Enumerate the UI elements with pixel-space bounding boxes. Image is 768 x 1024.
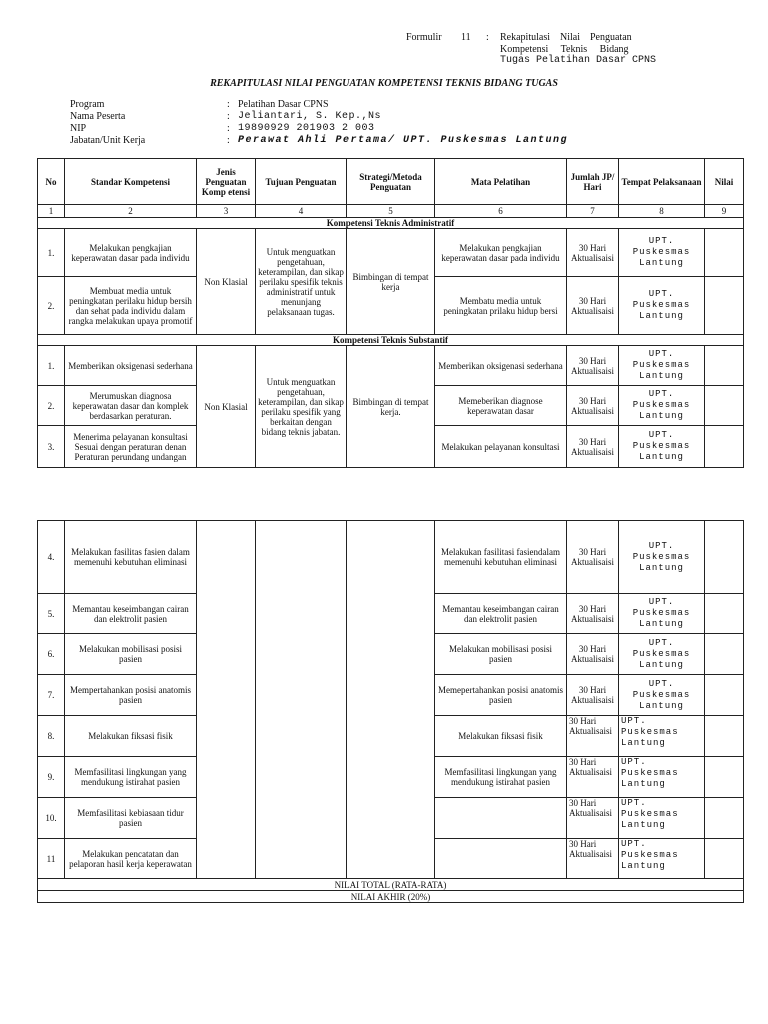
formulir-label: Formulir: [406, 32, 442, 43]
table-row: [38, 229, 744, 277]
header-nilai: Nilai: [705, 159, 744, 205]
total-row: [38, 879, 744, 891]
info-label: NIP: [70, 123, 87, 134]
row-jumlah: 30 Hari Aktualisaisi: [567, 594, 619, 634]
row-nilai: [705, 716, 744, 757]
row-standar: Memantau keseimbangan cairan dan elektrolit pasien: [65, 594, 197, 634]
row-tujuan: Untuk menguatkan pengetahuan, keterampilan, dan sikap perilaku spesifik yang berkaitan dengan bidang teknis jabatan.: [256, 346, 347, 468]
row-nilai: [705, 229, 744, 277]
info-label: Nama Peserta: [70, 111, 126, 122]
row-no: 9.: [38, 757, 65, 798]
nilai-total-label: NILAI TOTAL (RATA-RATA): [38, 879, 744, 891]
row-jumlah: 30 Hari Aktualisaisi: [567, 229, 619, 277]
col-number: 8: [619, 205, 705, 218]
row-nilai: [705, 521, 744, 594]
row-no: 8.: [38, 716, 65, 757]
row-standar: Mempertahankan posisi anatomis pasien: [65, 675, 197, 716]
info-value: Jeliantari, S. Kep.,Ns: [238, 111, 382, 122]
row-tempat: UPT. Puskesmas Lantung: [619, 277, 705, 335]
row-mata: Memfasilitasi lingkungan yang mendukung istirahat pasien: [435, 757, 567, 798]
row-jumlah: 30 Hari Aktualisaisi: [567, 634, 619, 675]
row-no: 10.: [38, 798, 65, 839]
row-jenis-empty: [197, 521, 256, 879]
table-row: [38, 521, 744, 594]
col-number: 1: [38, 205, 65, 218]
header-standar: Standar Kompetensi: [65, 159, 197, 205]
row-tempat: UPT. Puskesmas Lantung: [619, 386, 705, 426]
row-jenis: Non Klasial: [197, 346, 256, 468]
row-jumlah: 30 Hari Aktualisaisi: [567, 426, 619, 468]
competency-table-part2: [37, 520, 744, 903]
section-heading-row: [38, 218, 744, 229]
row-no: 7.: [38, 675, 65, 716]
section-heading-row: [38, 335, 744, 346]
row-jumlah: 30 Hari Aktualisaisi: [567, 277, 619, 335]
info-label: Jabatan/Unit Kerja: [70, 135, 146, 146]
section-title-administratif: Kompetensi Teknis Administratif: [38, 218, 744, 229]
row-jumlah: 30 Hari Aktualisaisi: [567, 346, 619, 386]
formulir-colon: :: [486, 32, 489, 43]
row-tempat: UPT. Puskesmas Lantung: [619, 521, 705, 594]
row-tujuan: Untuk menguatkan pengetahuan, keterampilan, dan sikap perilaku spesifik teknis administratif untuk menunjang pelaksanaan tugas.: [256, 229, 347, 335]
row-nilai: [705, 426, 744, 468]
row-jumlah: 30 Hari Aktualisaisi: [567, 386, 619, 426]
col-number: 5: [347, 205, 435, 218]
info-label: Program: [70, 99, 105, 110]
row-jumlah: 30 Hari Aktualisaisi: [567, 839, 619, 879]
col-number: 7: [567, 205, 619, 218]
row-mata: Melakukan fiksasi fisik: [435, 716, 567, 757]
row-no: 4.: [38, 521, 65, 594]
row-strategi: Bimbingan di tempat kerja: [347, 229, 435, 335]
info-colon: :: [227, 111, 230, 122]
col-number: 2: [65, 205, 197, 218]
row-tempat: UPT. Puskesmas Lantung: [619, 757, 705, 798]
row-standar: Memberikan oksigenasi sederhana: [65, 346, 197, 386]
info-colon: :: [227, 135, 230, 146]
row-no: 1.: [38, 229, 65, 277]
header-strategi: Strategi/Metoda Penguatan: [347, 159, 435, 205]
row-mata: Membatu media untuk peningkatan prilaku hidup bersi: [435, 277, 567, 335]
formulir-number: 11: [461, 32, 471, 43]
formulir-title-line3: Tugas Pelatihan Dasar CPNS: [500, 55, 657, 66]
col-number: 9: [705, 205, 744, 218]
row-jumlah: 30 Hari Aktualisaisi: [567, 521, 619, 594]
row-tempat: UPT. Puskesmas Lantung: [619, 839, 705, 879]
document-title: REKAPITULASI NILAI PENGUATAN KOMPETENSI TEKNIS BIDANG TUGAS: [210, 78, 558, 89]
nilai-akhir-label: NILAI AKHIR (20%): [38, 891, 744, 903]
row-jenis: Non Klasial: [197, 229, 256, 335]
info-value: Perawat Ahli Pertama/ UPT. Puskesmas Lantung: [238, 135, 569, 146]
row-mata: [435, 839, 567, 879]
row-no: 5.: [38, 594, 65, 634]
row-mata: Melakukan pelayanan konsultasi: [435, 426, 567, 468]
row-jumlah: 30 Hari Aktualisaisi: [567, 798, 619, 839]
info-colon: :: [227, 99, 230, 110]
header-tempat: Tempat Pelaksanaan: [619, 159, 705, 205]
header-jumlah: Jumlah JP/ Hari: [567, 159, 619, 205]
row-mata: [435, 798, 567, 839]
formulir-title-line2: Kompetensi Teknis Bidang: [500, 44, 629, 55]
row-nilai: [705, 386, 744, 426]
row-tempat: UPT. Puskesmas Lantung: [619, 798, 705, 839]
row-tempat: UPT. Puskesmas Lantung: [619, 229, 705, 277]
row-standar: Membuat media untuk peningkatan perilaku hidup bersih dan sehat pada individu dalam rangka melakukan upaya promotif: [65, 277, 197, 335]
row-jumlah: 30 Hari Aktualisaisi: [567, 757, 619, 798]
formulir-title-line1: Rekapitulasi Nilai Penguatan: [500, 32, 632, 43]
row-no: 11: [38, 839, 65, 879]
col-number: 4: [256, 205, 347, 218]
row-standar: Melakukan pencatatan dan pelaporan hasil kerja keperawatan: [65, 839, 197, 879]
row-tempat: UPT. Puskesmas Lantung: [619, 594, 705, 634]
row-mata: Memantau keseimbangan cairan dan elektrolit pasien: [435, 594, 567, 634]
row-no: 6.: [38, 634, 65, 675]
row-nilai: [705, 594, 744, 634]
row-standar: Melakukan fasilitas fasien dalam memenuhi kebutuhan eliminasi: [65, 521, 197, 594]
col-number: 6: [435, 205, 567, 218]
header-no: No: [38, 159, 65, 205]
header-jenis: Jenis Penguatan Komp etensi: [197, 159, 256, 205]
section-title-substantif: Kompetensi Teknis Substantif: [38, 335, 744, 346]
row-tujuan-empty: [256, 521, 347, 879]
row-mata: Melakukan pengkajian keperawatan dasar pada individu: [435, 229, 567, 277]
row-nilai: [705, 277, 744, 335]
row-nilai: [705, 798, 744, 839]
row-standar: Merumuskan diagnosa keperawatan dasar dan komplek berdasarkan peraturan.: [65, 386, 197, 426]
info-value: 19890929 201903 2 003: [238, 123, 375, 134]
row-standar: Melakukan mobilisasi posisi pasien: [65, 634, 197, 675]
row-nilai: [705, 675, 744, 716]
row-nilai: [705, 757, 744, 798]
row-tempat: UPT. Puskesmas Lantung: [619, 716, 705, 757]
row-tempat: UPT. Puskesmas Lantung: [619, 426, 705, 468]
competency-table-part1: [37, 158, 744, 468]
row-tempat: UPT. Puskesmas Lantung: [619, 346, 705, 386]
row-strategi: Bimbingan di tempat kerja.: [347, 346, 435, 468]
header-mata: Mata Pelatihan: [435, 159, 567, 205]
row-no: 3.: [38, 426, 65, 468]
row-mata: Melakukan mobilisasi posisi pasien: [435, 634, 567, 675]
row-standar: Melakukan fiksasi fisik: [65, 716, 197, 757]
col-number: 3: [197, 205, 256, 218]
row-jumlah: 30 Hari Aktualisaisi: [567, 675, 619, 716]
table-row: [38, 346, 744, 386]
info-colon: :: [227, 123, 230, 134]
row-no: 1.: [38, 346, 65, 386]
header-tujuan: Tujuan Penguatan: [256, 159, 347, 205]
row-tempat: UPT. Puskesmas Lantung: [619, 675, 705, 716]
column-number-row: [38, 205, 744, 218]
row-tempat: UPT. Puskesmas Lantung: [619, 634, 705, 675]
row-mata: Melakukan fasilitasi fasiendalam memenuhi kebutuhan eliminasi: [435, 521, 567, 594]
row-nilai: [705, 634, 744, 675]
row-nilai: [705, 346, 744, 386]
table-header-row: [38, 159, 744, 205]
info-value: Pelatihan Dasar CPNS: [238, 99, 329, 110]
row-standar: Memfasilitasi kebiasaan tidur pasien: [65, 798, 197, 839]
row-standar: Melakukan pengkajian keperawatan dasar pada individu: [65, 229, 197, 277]
row-mata: Memeberikan diagnose keperawatan dasar: [435, 386, 567, 426]
row-strategi-empty: [347, 521, 435, 879]
row-standar: Memfasilitasi lingkungan yang mendukung istirahat pasien: [65, 757, 197, 798]
row-nilai: [705, 839, 744, 879]
row-jumlah: 30 Hari Aktualisaisi: [567, 716, 619, 757]
row-mata: Memepertahankan posisi anatomis pasien: [435, 675, 567, 716]
row-mata: Memberikan oksigenasi sederhana: [435, 346, 567, 386]
row-no: 2.: [38, 277, 65, 335]
row-no: 2.: [38, 386, 65, 426]
akhir-row: [38, 891, 744, 903]
row-standar: Menerima pelayanan konsultasi Sesuai dengan peraturan denan Peraturan perundang undangan: [65, 426, 197, 468]
